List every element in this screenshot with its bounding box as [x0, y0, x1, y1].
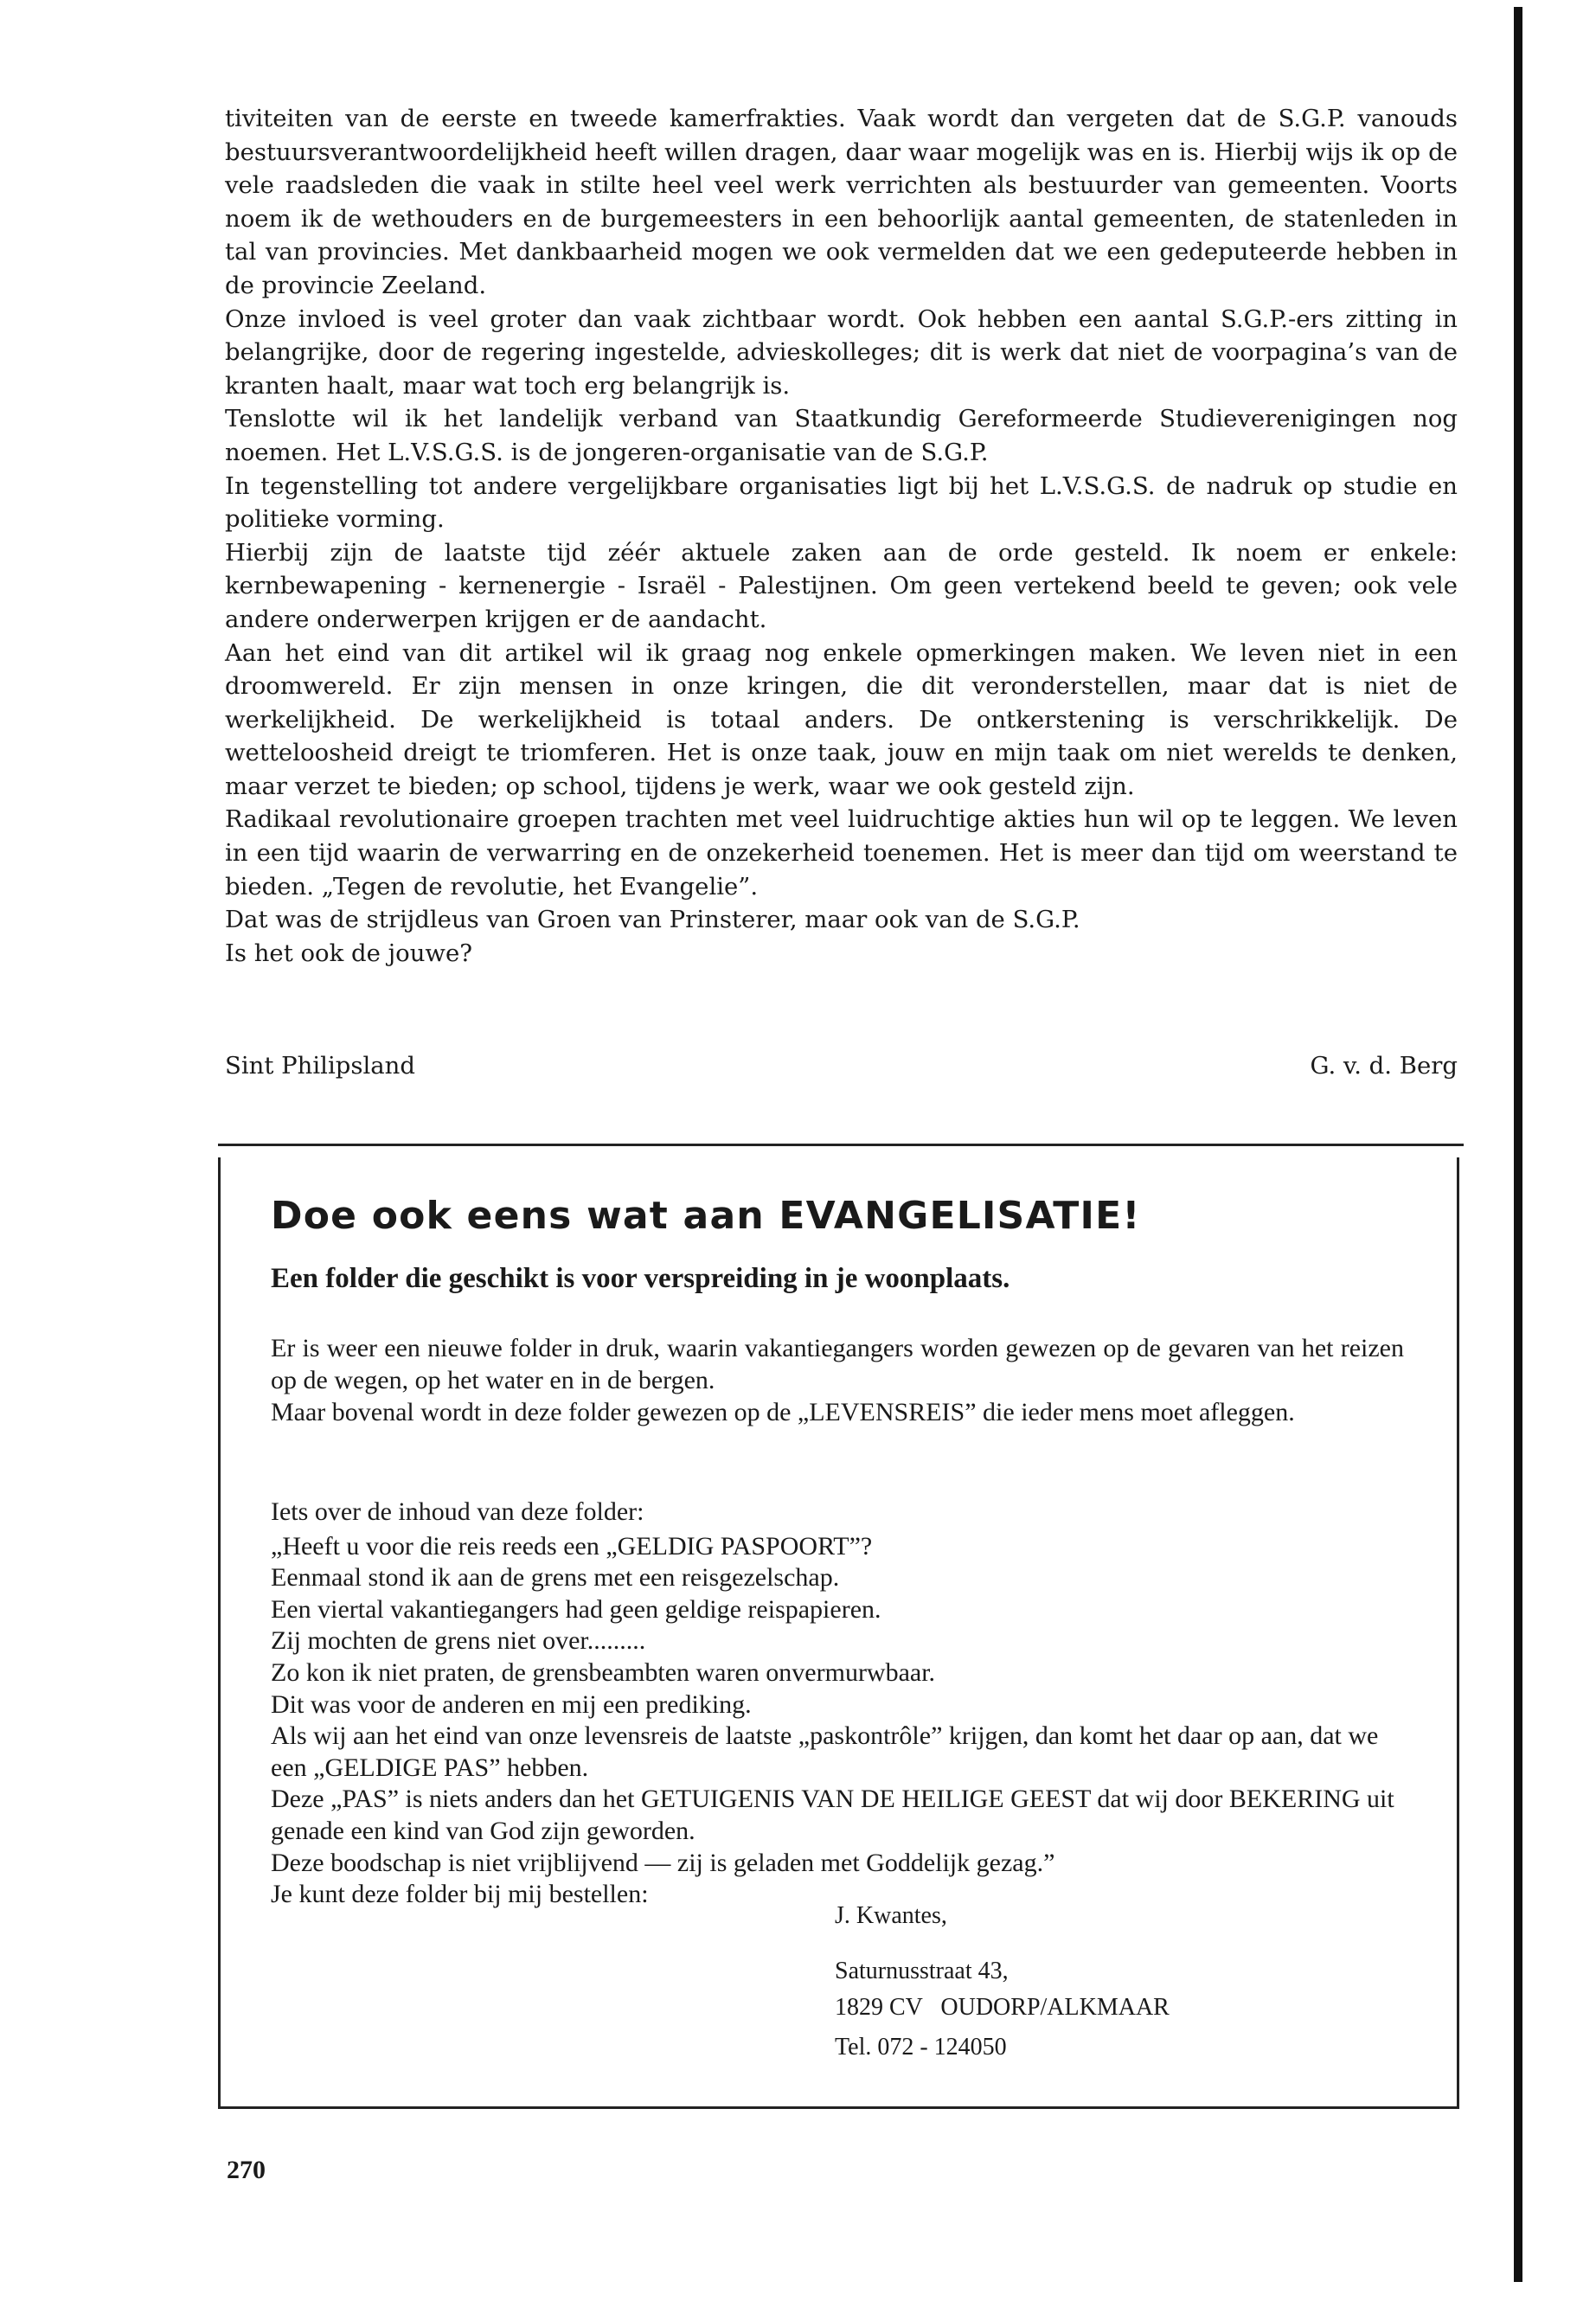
advert-intro	[271, 1332, 1404, 1428]
advert-content-line: Zij mochten de grens niet over.........	[271, 1626, 646, 1656]
article-body	[225, 102, 1458, 970]
contact-phone: Tel. 072 - 124050	[835, 2034, 1007, 2061]
advert-content-line: Je kunt deze folder bij mij bestellen:	[271, 1880, 649, 1909]
article-paragraph: Onze invloed is veel groter dan vaak zichtbaar wordt. Ook hebben een aantal S.G.P.-ers zitting in belangrijke, door de regering ingestelde, advieskolleges; dit is werk dat niet de voorpagina’s van de kranten haalt, maar wat toch erg belangrijk is.	[225, 304, 1458, 400]
advert-title: Doe ook eens wat aan EVANGELISATIE!	[271, 1194, 1141, 1238]
advert-content-line: Een viertal vakantiegangers had geen geldige reispapieren.	[271, 1594, 881, 1624]
advert-content-label: Iets over de inhoud van deze folder:	[271, 1497, 644, 1526]
advert-content-line: „Heeft u voor die reis reeds een „GELDIG PASPOORT”?	[271, 1531, 873, 1561]
signature-author: G. v. d. Berg	[1310, 1052, 1458, 1080]
advert-intro-paragraph: Er is weer een nieuwe folder in druk, waarin vakantiegangers worden gewezen op de gevaren van het reizen op de wegen, op het water en in de bergen.	[271, 1334, 1404, 1394]
advert-content-line: Zo kon ik niet praten, de grensbeambten waren onvermurwbaar.	[271, 1657, 936, 1687]
advert-content-line: Eenmaal stond ik aan de grens met een reisgezelschap.	[271, 1563, 840, 1593]
article-paragraph: Tenslotte wil ik het landelijk verband van Staatkundig Gereformeerde Studieverenigingen nog noemen. Het L.V.S.G.S. is de jongeren-organisatie van de S.G.P.	[225, 405, 1458, 466]
advert-subtitle: Een folder die geschikt is voor verspreiding in je woonplaats.	[271, 1263, 1010, 1294]
advert-content-line: Als wij aan het eind van onze levensreis de laatste „paskontrôle” krijgen, dan komt het daar op aan, dat we een „GELDIGE PAS” hebben.	[271, 1721, 1379, 1782]
signature-place: Sint Philipsland	[225, 1052, 415, 1080]
article-paragraph: tiviteiten van de eerste en tweede kamerfrakties. Vaak wordt dan vergeten dat de S.G.P. vanouds bestuursverantwoordelijkheid heeft willen dragen, daar waar mogelijk was en is. Hierbij wijs ik op de vele raadsleden die vaak in stilte heel veel werk verrichten als bestuurder van gemeenten. Voorts noem ik de wethouders en de burgemeesters in een behoorlijk aantal gemeenten, de statenleden in tal van provincies. Met dankbaarheid mogen we ook vermelden dat we een gedeputeerde hebben in de provincie Zeeland.	[225, 105, 1458, 299]
advert-content-line: Dit was voor de anderen en mij een prediking.	[271, 1689, 752, 1719]
advert-content	[271, 1497, 1404, 1911]
article-signature	[225, 1052, 1458, 1080]
advert-content-line: Deze boodschap is niet vrijblijvend — zij is geladen met Goddelijk gezag.”	[271, 1848, 1055, 1877]
article-paragraph: In tegenstelling tot andere vergelijkbare organisaties ligt bij het L.V.S.G.S. de nadruk op studie en politieke vorming.	[225, 471, 1458, 534]
contact-city: 1829 CV OUDORP/ALKMAAR	[835, 1994, 1170, 2021]
advert-content-line: Deze „PAS” is niets anders dan het GETUIGENIS VAN DE HEILIGE GEEST dat wij door BEKERING uit genade een kind van God zijn geworden.	[271, 1785, 1394, 1845]
advert-intro-paragraph: Maar bovenal wordt in deze folder gewezen op de „LEVENSREIS” die ieder mens moet afleggen.	[271, 1398, 1295, 1426]
contact-street: Saturnusstraat 43,	[835, 1958, 1009, 1984]
page-number: 270	[227, 2156, 266, 2184]
article-paragraph: Dat was de strijdleus van Groen van Prinsterer, maar ook van de S.G.P.	[225, 906, 1080, 934]
page-edge-bar	[1514, 7, 1522, 2282]
article-paragraph: Aan het eind van dit artikel wil ik graag nog enkele opmerkingen maken. We leven niet in een droomwereld. Er zijn mensen in onze kringen, die dit veronderstellen, maar dat is niet de werkelijkheid. De werkelijkheid is totaal anders. De ontkerstening is verschrikkelijk. De wetteloosheid dreigt te triomferen. Het is onze taak, jouw en mijn taak om niet werelds te denken, maar verzet te bieden; op school, tijdens je werk, waar we ook gesteld zijn.	[225, 638, 1458, 800]
section-divider	[218, 1144, 1464, 1146]
article-paragraph: Radikaal revolutionaire groepen trachten met veel luidruchtige akties hun wil op te leggen. We leven in een tijd waarin de verwarring en de onzekerheid toenemen. Het is meer dan tijd om weerstand te bieden. „Tegen de revolutie, het Evangelie”.	[225, 805, 1458, 901]
article-paragraph: Hierbij zijn de laatste tijd zéér aktuele zaken aan de orde gesteld. Ik noem er enkele: kernbewapening - kernenergie - Israël - Palestijnen. Om geen vertekend beeld te geven; ook vele andere onderwerpen krijgen er de aandacht.	[225, 538, 1458, 633]
advert-box	[218, 1157, 1459, 2109]
contact-name: J. Kwantes,	[835, 1902, 947, 1929]
article-paragraph: Is het ook de jouwe?	[225, 939, 472, 967]
contact-address	[835, 1898, 1170, 2066]
